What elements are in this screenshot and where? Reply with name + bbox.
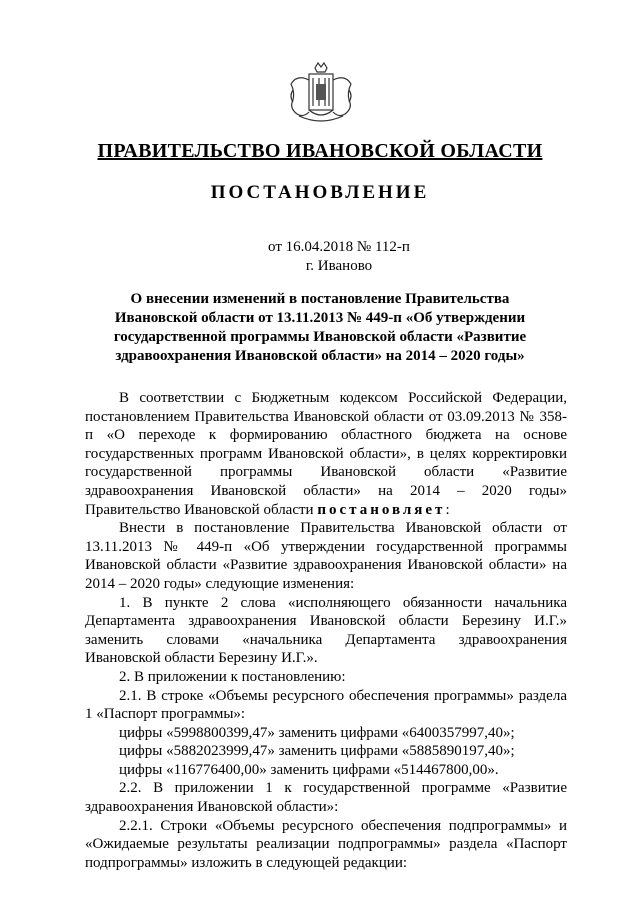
document-body — [85, 389, 567, 872]
government-title: ПРАВИТЕЛЬСТВО ИВАНОВСКОЙ ОБЛАСТИ — [97, 140, 543, 162]
intro-paragraph: Внести в постановление Правительства Ивановской области от 13.11.2013 № 449-п «Об утверждении государственной программы Ивановской области «Развитие здравоохранения Ивановской области» на 2014 – 2020 годы» следующие изменения: — [85, 520, 567, 592]
decides-word: постановляет — [317, 501, 446, 518]
decides-colon: : — [445, 501, 450, 518]
number-change: цифры «5882023999,47» заменить цифрами «5885890197,40»; — [119, 743, 515, 760]
date-block — [0, 238, 640, 276]
date-number: от 16.04.2018 № 112-п — [268, 239, 410, 255]
item-2-2-1: 2.2.1. Строки «Объемы ресурсного обеспечения подпрограммы» и «Ожидаемые результаты реализации подпрограммы» раздела «Паспорт подпрограммы» изложить в следующей редакции: — [85, 817, 567, 871]
preamble-text: В соответствии с Бюджетным кодексом Российской Федерации, постановлением Правительства Ивановской области от 03.09.2013 № 358-п «О переходе к формированию областного бюджета на основе государственных программ Ивановской области», в целях корректировки государственной программы Ивановской области «Развитие здравоохранения Ивановской области» на 2014 – 2020 годы» Правительство Ивановской области — [85, 390, 567, 518]
number-change: цифры «5998800399,47» заменить цифрами «6400357997,40»; — [119, 724, 515, 741]
item-1: 1. В пункте 2 слова «исполняющего обязанности начальника Департамента здравоохранения Ивановской области Березину И.Г.» заменить словами «начальника Департамента здравоохранения Ивановской области Березину И.Г.». — [85, 594, 567, 667]
city: г. Иваново — [305, 258, 373, 274]
item-2: 2. В приложении к постановлению: — [119, 668, 346, 685]
number-change: цифры «116776400,00» заменить цифрами «514467800,00». — [119, 761, 499, 778]
coat-of-arms-icon — [285, 60, 357, 126]
item-2-2: 2.2. В приложении 1 к государственной программе «Развитие здравоохранения Ивановской области»: — [85, 780, 567, 816]
preamble-paragraph — [85, 389, 567, 519]
item-2-1: 2.1. В строке «Объемы ресурсного обеспечения программы» раздела 1 «Паспорт программы»: — [85, 687, 567, 723]
document-type: ПОСТАНОВЛЕНИЕ — [210, 182, 430, 203]
decree-subject: О внесении изменений в постановление Правительства Ивановской области от 13.11.2013 № 449-п «Об утверждении государственной программы Ивановской области «Развитие здравоохранения Ивановской области» на 2014 – 2020 годы» — [113, 291, 527, 364]
